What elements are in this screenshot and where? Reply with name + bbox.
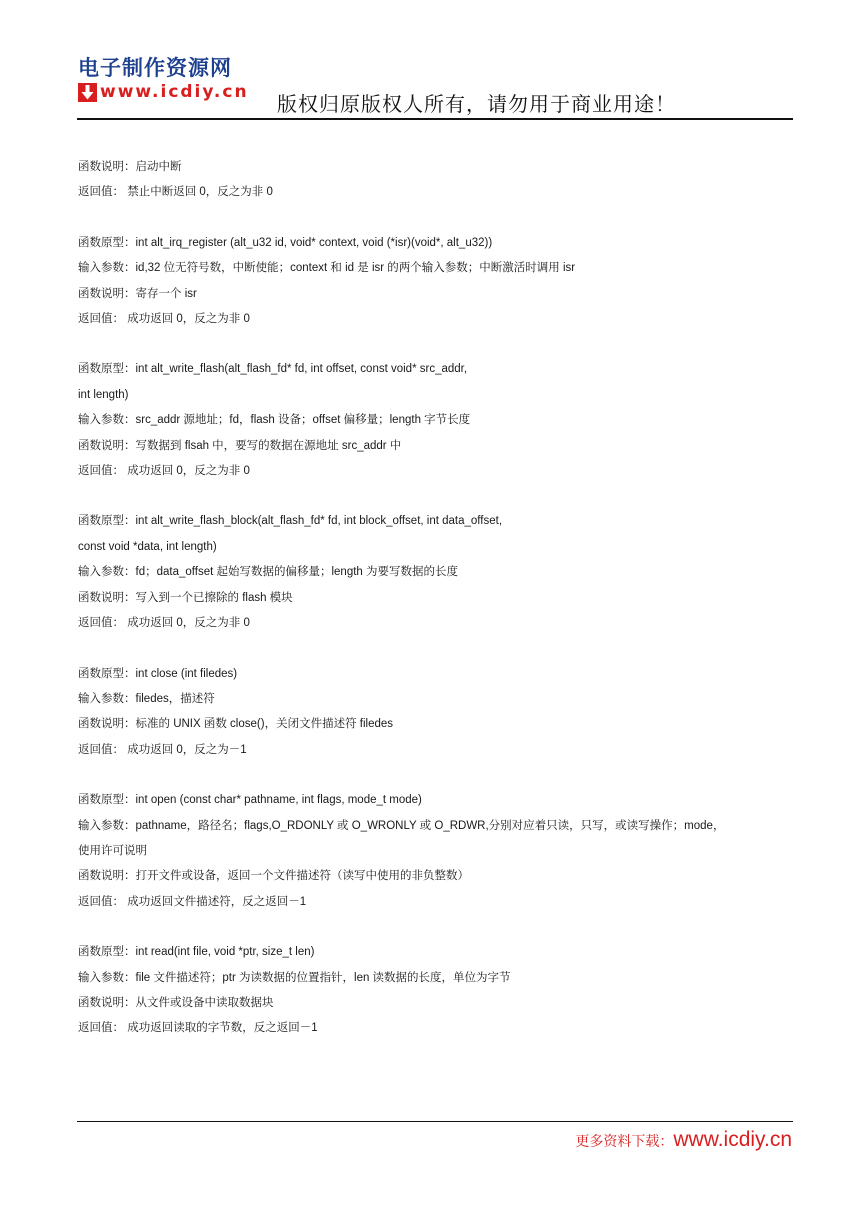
text-line: 函数说明：寄存一个 isr <box>78 287 197 300</box>
function-block <box>78 662 794 764</box>
footer-site-link[interactable]: www.icdiy.cn <box>673 1128 792 1151</box>
text-line: 输入参数：pathname，路径名；flags,O_RDONLY 或 O_WRONLY 或 O_RDWR,分别对应着只读，只写，或读写操作；mode， <box>78 819 725 832</box>
text-line: 函数说明：打开文件或设备，返回一个文件描述符（读写中使用的非负整数） <box>78 870 469 883</box>
text-line: 函数原型：int open (const char* pathname, int flags, mode_t mode) <box>78 794 422 807</box>
function-block <box>78 155 794 206</box>
text-line: 函数说明：写数据到 flsah 中，要写的数据在源地址 src_addr 中 <box>78 439 402 452</box>
text-line: 函数原型：int close (int filedes) <box>78 667 238 680</box>
text-line: 返回值： 成功返回 0，反之为－1 <box>78 743 247 756</box>
text-line: 输入参数：fd；data_offset 起始写数据的偏移量；length 为要写数据的长度 <box>78 566 459 579</box>
footer-download-label: 更多资料下载： <box>575 1134 674 1150</box>
text-line: 输入参数：src_addr 源地址；fd，flash 设备；offset 偏移量；length 字节长度 <box>78 414 471 427</box>
header-divider <box>77 118 793 120</box>
down-arrow-icon <box>78 83 97 102</box>
text-line: 返回值： 成功返回 0，反之为非 0 <box>78 617 250 630</box>
text-line: 返回值： 成功返回 0，反之为非 0 <box>78 465 250 478</box>
text-line: 函数说明：启动中断 <box>78 161 182 173</box>
text-line: 输入参数：filedes，描述符 <box>78 692 215 705</box>
text-line: 返回值： 成功返回文件描述符，反之返回－1 <box>78 895 307 908</box>
text-line: 函数原型：int read(int file, void *ptr, size_t len) <box>78 946 315 959</box>
site-logo-text: 电子制作资源网 <box>78 56 232 80</box>
function-block <box>78 788 794 915</box>
text-line: 函数说明：从文件或设备中读取数据块 <box>78 996 274 1009</box>
text-line: 输入参数：file 文件描述符；ptr 为读数据的位置指针，len 读数据的长度，单位为字节 <box>78 971 511 984</box>
function-block <box>78 940 794 1042</box>
function-block <box>78 509 794 636</box>
text-line: 返回值： 成功返回读取的字节数，反之返回－1 <box>78 1022 318 1035</box>
text-line: 函数说明：写入到一个已擦除的 flash 模块 <box>78 591 293 604</box>
site-logo-url-row <box>78 81 249 103</box>
text-line: 函数原型：int alt_irq_register (alt_u32 id, void* context, void (*isr)(void*, alt_u32)) <box>78 236 493 249</box>
text-line: const void *data, int length) <box>78 540 217 553</box>
function-block <box>78 357 794 484</box>
text-line: 使用许可说明 <box>78 844 147 857</box>
document-body <box>78 155 794 1067</box>
text-line: 返回值： 成功返回 0，反之为非 0 <box>78 313 250 326</box>
text-line: 返回值： 禁止中断返回 0，反之为非 0 <box>78 186 273 199</box>
text-line: 函数原型：int alt_write_flash_block(alt_flash_fd* fd, int block_offset, int data_offset, <box>78 515 503 528</box>
page-footer <box>575 1128 792 1152</box>
function-block <box>78 231 794 333</box>
page-header <box>0 0 868 122</box>
text-line: int length) <box>78 388 129 401</box>
text-line: 输入参数：id,32 位无符号数，中断使能；context 和 id 是 isr 的两个输入参数；中断激活时调用 isr <box>78 262 576 275</box>
text-line: 函数说明：标准的 UNIX 函数 close()，关闭文件描述符 filedes <box>78 718 394 731</box>
copyright-notice: 版权归原版权人所有，请勿用于商业用途！ <box>277 92 676 116</box>
text-line: 函数原型：int alt_write_flash(alt_flash_fd* fd, int offset, const void* src_addr, <box>78 363 468 376</box>
site-logo-url[interactable]: www.icdiy.cn <box>100 82 249 102</box>
footer-divider <box>77 1121 793 1122</box>
